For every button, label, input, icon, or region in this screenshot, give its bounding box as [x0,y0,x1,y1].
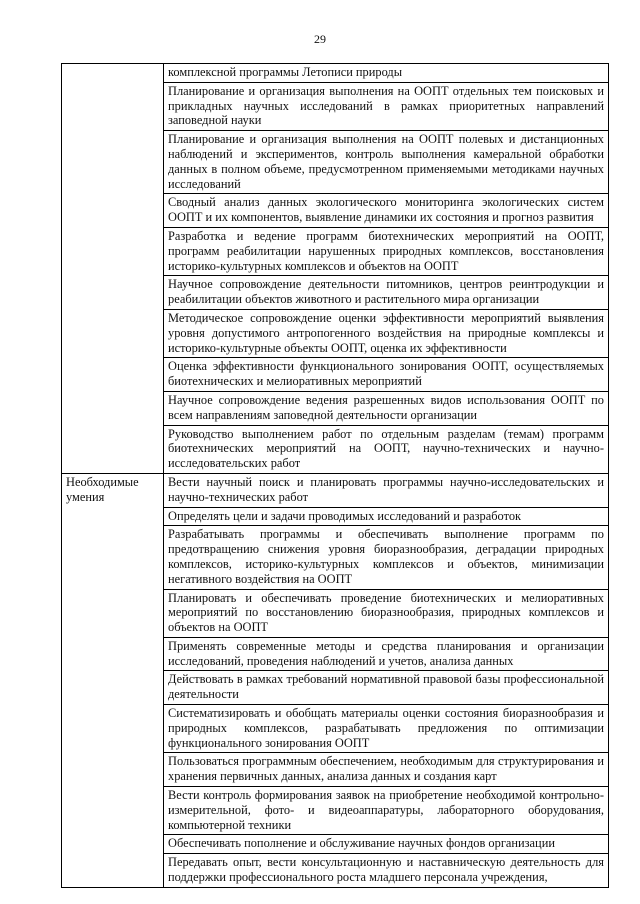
competency-table [61,63,609,888]
labor-action-cell: Оценка эффективности функционального зонирования ООПТ, осуществляемых биотехнических и мелиоративных мероприятий [164,358,609,392]
skill-cell: Передавать опыт, вести консультационную и наставническую деятельность для поддержки профессионального роста младшего персонала учреждения, [164,854,609,888]
section-label-skills: Необходимые умения [62,473,164,887]
skill-cell: Пользоваться программным обеспечением, необходимым для структурирования и хранения первичных данных, анализа данных и создания карт [164,753,609,787]
labor-action-cell: Планирование и организация выполнения на ООПТ отдельных тем поисковых и прикладных научных исследований в рамках приоритетных направлений заповедной науки [164,82,609,130]
labor-action-cell: Руководство выполнением работ по отдельным разделам (темам) программ биотехнических мероприятий на ООПТ, научно-технических и научно-исследовательских работ [164,425,609,473]
table-row [62,473,609,507]
skill-cell: Обеспечивать пополнение и обслуживание научных фондов организации [164,835,609,854]
skill-cell: Действовать в рамках требований нормативной правовой базы профессиональной деятельности [164,671,609,705]
labor-action-cell: Разработка и ведение программ биотехнических мероприятий на ООПТ, программ реабилитации нарушенных природных комплексов, восстановления историко-культурных комплексов и объектов на ООПТ [164,227,609,275]
skill-cell: Систематизировать и обобщать материалы оценки состояния биоразнообразия и природных комплексов, разрабатывать предложения по оптимизации функционального зонирования ООПТ [164,705,609,753]
skill-cell: Вести контроль формирования заявок на приобретение необходимой контрольно-измерительной, фото- и видеоаппаратуры, лабораторного оборудования, компьютерной техники [164,787,609,835]
labor-action-cell: Сводный анализ данных экологического мониторинга экологических систем ООПТ и их компонентов, выявление динамики их состояния и прогноз развития [164,194,609,228]
skill-cell: Разрабатывать программы и обеспечивать выполнение программ по предотвращению снижения уровня биоразнообразия, деградации природных комплексов, историко-культурных комплексов и объектов, минимизации негативного воздействия на ООПТ [164,526,609,589]
labor-action-cell: комплексной программы Летописи природы [164,64,609,83]
table-row [62,64,609,83]
section-label [62,64,164,474]
page-number: 29 [314,32,326,46]
skill-cell: Вести научный поиск и планировать программы научно-исследовательских и научно-технических работ [164,473,609,507]
skill-cell: Планировать и обеспечивать проведение биотехнических и мелиоративных мероприятий по восстановлению биоразнообразия, природных комплексов и объектов на ООПТ [164,589,609,637]
labor-action-cell: Научное сопровождение деятельности питомников, центров реинтродукции и реабилитации объектов животного и растительного мира организации [164,276,609,310]
skill-cell: Применять современные методы и средства планирования и организации исследований, проведения наблюдений и учетов, анализа данных [164,637,609,671]
labor-action-cell: Научное сопровождение ведения разрешенных видов использования ООПТ по всем направлениям заповедной деятельности организации [164,391,609,425]
skill-cell: Определять цели и задачи проводимых исследований и разработок [164,507,609,526]
labor-action-cell: Методическое сопровождение оценки эффективности мероприятий выявления уровня допустимого антропогенного воздействия на природные комплексы и историко-культурные объекты ООПТ, оценка их эффективности [164,309,609,357]
labor-action-cell: Планирование и организация выполнения на ООПТ полевых и дистанционных наблюдений и экспериментов, контроль выполнения камеральной обработки данных в полном объеме, предусмотренном применяемыми методиками научных исследований [164,131,609,194]
